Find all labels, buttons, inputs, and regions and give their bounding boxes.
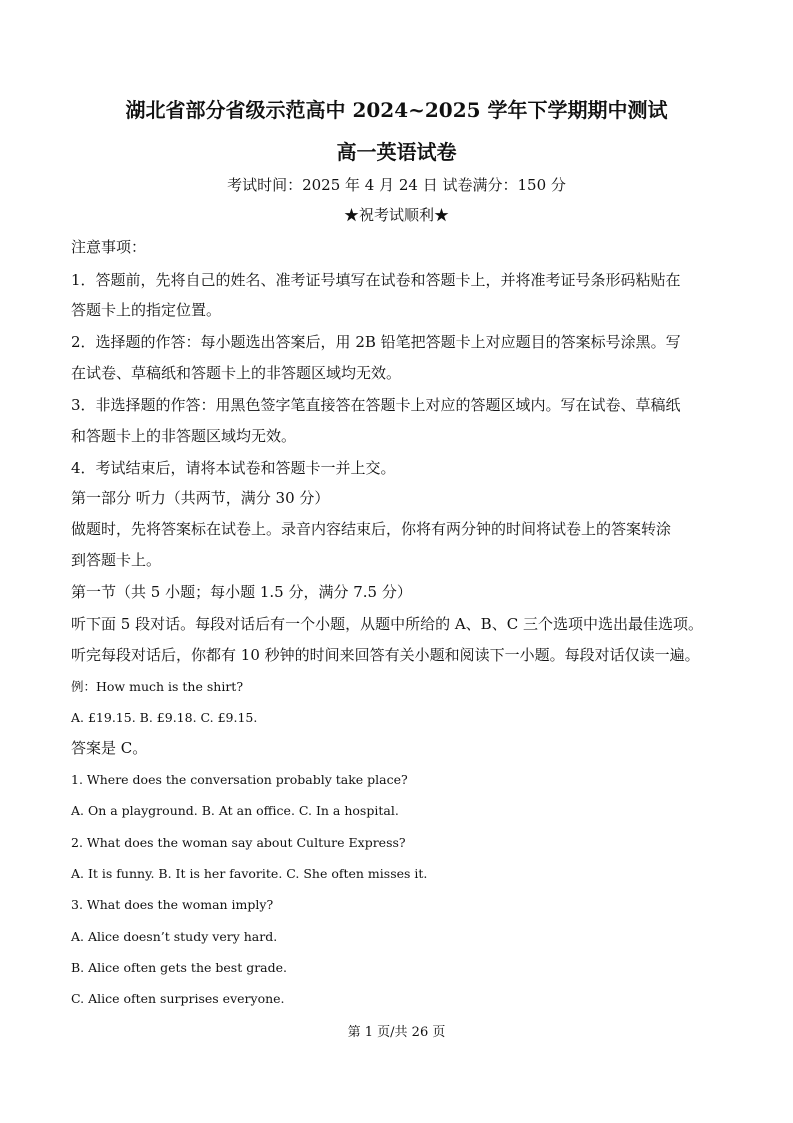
question-3-stem: 3. What does the woman imply? (71, 897, 274, 912)
part1-intro-line-2: 到答题卡上。 (71, 551, 162, 569)
note-item-4: 4．考试结束后，请将本试卷和答题卡一并上交。 (71, 459, 396, 477)
question-3-option-a: A. Alice doesn’t study very hard. (71, 929, 278, 944)
question-2-options: A. It is funny. B. It is her favorite. C. She often misses it. (71, 866, 428, 881)
question-1-stem: 1. Where does the conversation probably take place? (71, 772, 408, 787)
section1-instruction-line-2: 听完每段对话后，你都有 10 秒钟的时间来回答有关小题和阅读下一小题。每段对话仅读一遍。 (71, 646, 700, 664)
part1-heading: 第一部分 听力（共两节，满分 30 分） (71, 489, 330, 507)
example-question: 例：How much is the shirt? (71, 679, 244, 694)
note-item-1-line-2: 答题卡上的指定位置。 (71, 301, 222, 319)
part1-intro-line-1: 做题时，先将答案标在试卷上。录音内容结束后，你将有两分钟的时间将试卷上的答案转涂 (71, 520, 672, 538)
exam-subtitle: 高一英语试卷 (336, 140, 457, 164)
note-item-1-line-1: 1．答题前，先将自己的姓名、准考证号填写在试卷和答题卡上，并将准考证号条形码粘贴在 (71, 271, 681, 289)
question-2-stem: 2. What does the woman say about Culture Express? (71, 835, 406, 850)
question-3-option-b: B. Alice often gets the best grade. (71, 960, 287, 975)
exam-title: 湖北省部分省级示范高中 2024~2025 学年下学期期中测试 (125, 98, 668, 122)
exam-blessing: ★祝考试顺利★ (343, 206, 449, 224)
section1-heading: 第一节（共 5 小题；每小题 1.5 分，满分 7.5 分） (71, 583, 412, 601)
question-1-options: A. On a playground. B. At an office. C. In a hospital. (71, 803, 399, 818)
page-number: 第 1 页/共 26 页 (347, 1025, 446, 1040)
note-item-2-line-2: 在试卷、草稿纸和答题卡上的非答题区域均无效。 (71, 364, 402, 382)
note-item-2-line-1: 2．选择题的作答：每小题选出答案后，用 2B 铅笔把答题卡上对应题目的答案标号涂黑。写 (71, 333, 681, 351)
exam-meta: 考试时间：2025 年 4 月 24 日 试卷满分：150 分 (227, 176, 566, 194)
section1-instruction-line-1: 听下面 5 段对话。每段对话后有一个小题，从题中所给的 A、B、C 三个选项中选出最佳选项。 (71, 615, 703, 633)
example-answer: 答案是 C。 (71, 739, 148, 757)
note-item-3-line-1: 3．非选择题的作答：用黑色签字笔直接答在答题卡上对应的答题区域内。写在试卷、草稿纸 (71, 396, 681, 414)
question-3-option-c: C. Alice often surprises everyone. (71, 991, 285, 1006)
example-options: A. £19.15. B. £9.18. C. £9.15. (71, 710, 258, 725)
note-item-3-line-2: 和答题卡上的非答题区域均无效。 (71, 427, 297, 445)
notes-heading: 注意事项： (71, 238, 147, 256)
